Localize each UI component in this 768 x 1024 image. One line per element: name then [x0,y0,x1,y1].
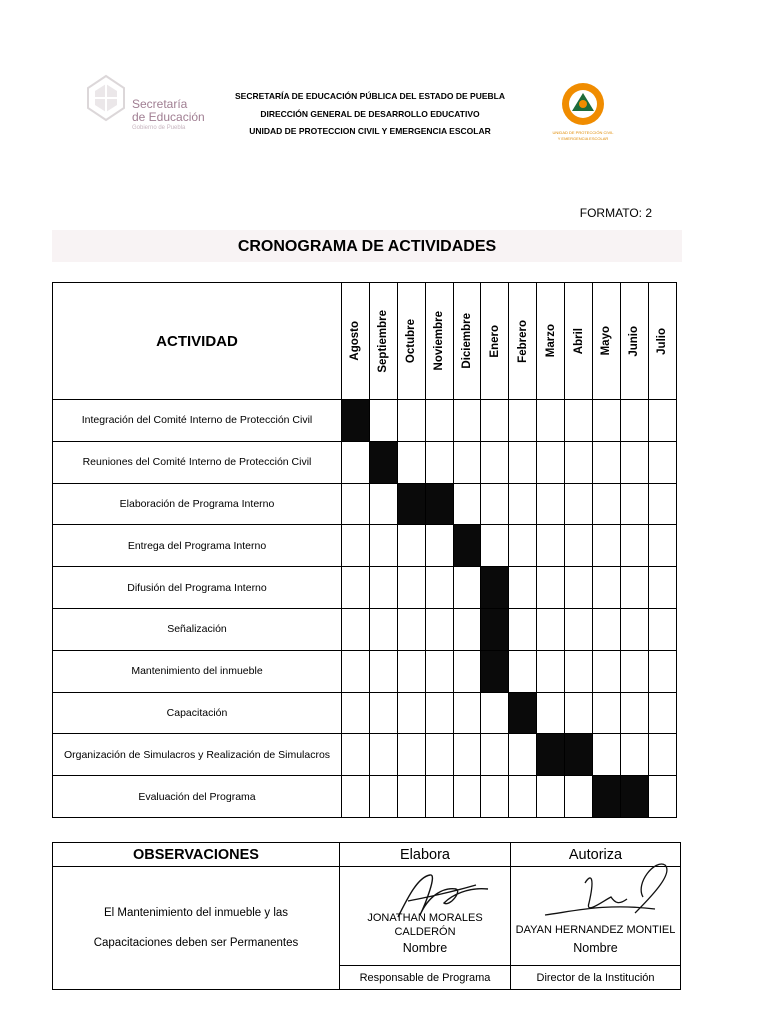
autoriza-signature-icon [515,853,675,933]
schedule-cell [565,400,593,442]
schedule-cell [453,400,481,442]
schedule-cell [397,692,425,734]
schedule-cell [620,400,648,442]
schedule-cell [453,608,481,650]
schedule-cell [537,441,565,483]
schedule-body [53,400,677,818]
schedule-cell [342,608,370,650]
schedule-cell [481,525,509,567]
schedule-cell [537,608,565,650]
schedule-cell [537,776,565,818]
schedule-cell [509,608,537,650]
schedule-cell [648,483,676,525]
schedule-cell-filled [537,734,565,776]
schedule-cell [397,608,425,650]
activity-name: Integración del Comité Interno de Protección Civil [53,400,342,442]
elabora-name [340,911,510,939]
schedule-cell [397,650,425,692]
schedule-cell [425,441,453,483]
schedule-cell [620,441,648,483]
schedule-cell [648,525,676,567]
schedule-cell [397,400,425,442]
activity-name: Organización de Simulacros y Realización de Simulacros [53,734,342,776]
schedule-cell [425,400,453,442]
observations-header: OBSERVACIONES [53,843,340,867]
schedule-cell [425,776,453,818]
schedule-cell [425,567,453,609]
schedule-cell [509,400,537,442]
schedule-cell [648,567,676,609]
schedule-cell [620,734,648,776]
schedule-cell [369,483,397,525]
schedule-cell-filled [425,483,453,525]
activity-row [53,483,677,525]
schedule-cell [537,400,565,442]
activity-column-header: ACTIVIDAD [53,283,342,400]
activity-name: Reuniones del Comité Interno de Protección Civil [53,441,342,483]
schedule-cell [593,650,621,692]
month-header-septiembre [369,283,397,400]
schedule-cell [537,483,565,525]
autoriza-name: DAYAN HERNANDEZ MONTIEL [515,924,676,936]
autoriza-header: Autoriza [511,843,681,867]
schedule-cell [593,441,621,483]
schedule-cell [565,608,593,650]
schedule-cell [397,567,425,609]
schedule-cell [537,567,565,609]
sep-emblem-icon [84,74,128,122]
schedule-cell [620,608,648,650]
schedule-cell [648,400,676,442]
signature-table [52,842,681,990]
schedule-cell [648,650,676,692]
schedule-cell [593,734,621,776]
schedule-cell [593,483,621,525]
schedule-cell [397,441,425,483]
month-label: Noviembre [433,311,446,371]
header-line-3: UNIDAD DE PROTECCION CIVIL Y EMERGENCIA ESCOLAR [249,126,491,136]
schedule-cell [565,776,593,818]
schedule-cell [425,608,453,650]
proteccion-civil-logo [546,80,620,146]
month-header-octubre [397,283,425,400]
schedule-cell [565,441,593,483]
schedule-cell [620,692,648,734]
schedule-cell [565,567,593,609]
month-header-diciembre [453,283,481,400]
activity-row [53,734,677,776]
schedule-cell [369,776,397,818]
logo-text-line1: Secretaría [132,97,188,111]
schedule-cell [509,734,537,776]
schedule-cell [453,567,481,609]
header-text [200,88,540,141]
schedule-cell [593,567,621,609]
schedule-cell [342,525,370,567]
month-header-junio [620,283,648,400]
observations-text [53,867,340,990]
observations-line-1: El Mantenimiento del inmueble y las [103,907,289,919]
logo-right-text-2: Y EMERGENCIA ESCOLAR [557,136,609,141]
month-label: Mayo [600,326,613,356]
schedule-cell [537,692,565,734]
activity-row [53,400,677,442]
schedule-cell [453,776,481,818]
schedule-cell [648,734,676,776]
elabora-name-line-2: CALDERÓN [394,926,456,938]
schedule-cell [565,525,593,567]
activity-name: Capacitación [53,692,342,734]
elabora-role: Responsable de Programa [340,966,511,990]
activity-row [53,650,677,692]
schedule-cell [565,692,593,734]
schedule-header-row [53,283,677,400]
schedule-cell [509,650,537,692]
schedule-cell [537,525,565,567]
schedule-cell [342,441,370,483]
schedule-cell [509,483,537,525]
elabora-name-line-1: JONATHAN MORALES [367,912,483,924]
schedule-cell [481,400,509,442]
activity-name: Difusión del Programa Interno [53,567,342,609]
activity-row [53,525,677,567]
schedule-cell [565,483,593,525]
month-header-noviembre [425,283,453,400]
month-label: Diciembre [461,313,473,369]
activity-name: Evaluación del Programa [53,776,342,818]
schedule-cell-filled [481,567,509,609]
schedule-cell [453,692,481,734]
schedule-cell [342,567,370,609]
elabora-signature-cell [340,867,511,966]
schedule-cell [369,567,397,609]
autoriza-name-label: Nombre [573,941,618,955]
schedule-cell [397,776,425,818]
month-label: Junio [628,325,641,357]
schedule-cell-filled [593,776,621,818]
schedule-cell [342,692,370,734]
schedule-cell [509,525,537,567]
schedule-cell [453,483,481,525]
schedule-cell [481,776,509,818]
schedule-cell [425,692,453,734]
header-line-2: DIRECCIÓN GENERAL DE DESARROLLO EDUCATIVO [260,108,480,119]
schedule-cell [620,567,648,609]
schedule-cell-filled [481,608,509,650]
activity-name: Elaboración de Programa Interno [53,483,342,525]
proteccion-civil-emblem-icon [546,80,620,130]
schedule-cell [593,525,621,567]
month-header-febrero [509,283,537,400]
schedule-cell [425,734,453,776]
activity-row [53,608,677,650]
autoriza-role: Director de la Institución [511,966,681,990]
schedule-cell [397,525,425,567]
schedule-cell [648,608,676,650]
schedule-cell [369,734,397,776]
header-line-1: SECRETARÍA DE EDUCACIÓN PÚBLICA DEL ESTADO DE PUEBLA [235,91,505,101]
schedule-cell [453,441,481,483]
page-title: CRONOGRAMA DE ACTIVIDADES [52,230,682,262]
month-header-enero [481,283,509,400]
schedule-cell-filled [369,441,397,483]
schedule-cell [369,692,397,734]
logo-text-line2: de Educación [132,110,205,124]
schedule-cell-filled [620,776,648,818]
schedule-cell [481,441,509,483]
month-label: Abril [572,327,585,355]
month-label: Agosto [349,321,362,361]
schedule-cell [342,650,370,692]
activity-row [53,441,677,483]
activity-row [53,567,677,609]
month-label: Octubre [405,318,418,364]
autoriza-signature-cell [511,867,681,966]
month-header-mayo [593,283,621,400]
activity-name: Mantenimiento del inmueble [53,650,342,692]
month-label: Septiembre [377,309,390,373]
elabora-name-label: Nombre [402,941,448,955]
month-header-julio [648,283,676,400]
schedule-cell [481,692,509,734]
schedule-cell [397,734,425,776]
logo-text-line3: Gobierno de Puebla [132,125,186,131]
schedule-cell [537,650,565,692]
month-label: Julio [656,327,669,355]
schedule-table [52,282,677,818]
schedule-cell [620,525,648,567]
observations-line-2: Capacitaciones deben ser Permanentes [93,937,299,949]
schedule-cell [509,441,537,483]
schedule-cell [565,650,593,692]
schedule-cell [453,650,481,692]
schedule-cell [425,525,453,567]
month-header-marzo [537,283,565,400]
activity-row [53,692,677,734]
schedule-cell [369,400,397,442]
activity-row [53,776,677,818]
schedule-cell [648,441,676,483]
logo-right-text-1: UNIDAD DE PROTECCIÓN CIVIL [552,130,614,135]
schedule-cell [593,608,621,650]
schedule-cell [509,567,537,609]
schedule-cell [620,650,648,692]
month-header-agosto [342,283,370,400]
schedule-cell [342,776,370,818]
schedule-cell-filled [565,734,593,776]
schedule-cell [620,483,648,525]
schedule-cell-filled [481,650,509,692]
month-label: Marzo [544,324,557,358]
schedule-cell [648,776,676,818]
schedule-cell [509,776,537,818]
schedule-cell [342,483,370,525]
activity-name: Señalización [53,608,342,650]
schedule-cell [369,525,397,567]
schedule-cell [369,650,397,692]
month-header-abril [565,283,593,400]
sep-logo [84,74,214,136]
schedule-cell-filled [397,483,425,525]
schedule-cell [369,608,397,650]
month-label: Febrero [516,319,529,363]
schedule-cell [342,734,370,776]
schedule-cell [593,400,621,442]
month-label: Enero [488,324,501,358]
activity-name: Entrega del Programa Interno [53,525,342,567]
schedule-cell [453,734,481,776]
schedule-cell-filled [453,525,481,567]
elabora-header: Elabora [340,843,511,867]
schedule-cell [481,483,509,525]
schedule-cell [593,692,621,734]
format-number: FORMATO: 2 [579,206,652,220]
schedule-cell [481,734,509,776]
schedule-cell [648,692,676,734]
schedule-cell [425,650,453,692]
schedule-cell-filled [509,692,537,734]
schedule-cell-filled [342,400,370,442]
